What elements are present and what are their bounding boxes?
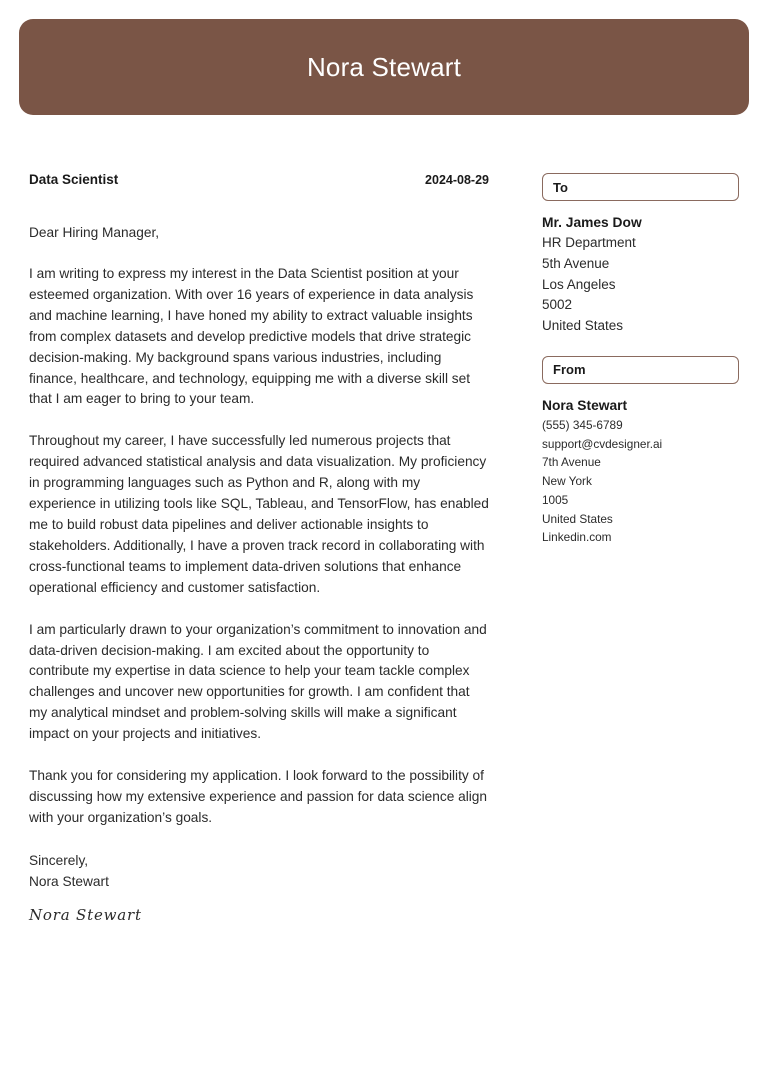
paragraph-1: I am writing to express my interest in the Data Scientist position at your esteemed organization. With over 16 years of experience in data analysis and machine learning, I have honed my ability to extract valuable insights from complex datasets and develop predictive models that drive strategic decision-making. My background spans various industries, including finance, healthcare, and technology, equipping me with a diverse skill set that I am eager to bring to your team. [29,266,474,407]
sender-phone: (555) 345-6789 [542,417,623,432]
sender-street: 7th Avenue [542,455,601,470]
sender-name: Nora Stewart [542,397,628,413]
to-label: To [553,179,568,195]
header-banner [19,19,749,115]
closing-name: Nora Stewart [29,873,109,889]
letter-body [29,172,489,924]
sender-zip: 1005 [542,492,569,507]
closing-block [29,850,489,892]
sender-linkedin: Linkedin.com [542,530,612,545]
from-label-box [542,356,739,384]
paragraph-3: I am particularly drawn to your organization’s commitment to innovation and data-driven decision-making. I am excited about the opportunity to contribute my expertise in data science to help your team tackle complex challenges and uncover new opportunities for growth. I am confident that my analytical mindset and problem-solving skills will make a significant impact on your projects and initiatives. [29,621,487,742]
recipient-zip: 5002 [542,297,573,313]
recipient-name: Mr. James Dow [542,215,642,230]
address-sidebar [542,173,739,547]
recipient-department: HR Department [542,235,636,250]
recipient-city: Los Angeles [542,276,616,292]
recipient-country: United States [542,318,624,334]
letter-date: 2024-08-29 [425,173,489,187]
to-label-box [542,173,739,201]
closing-phrase: Sincerely, [29,852,89,868]
signature: Nora Stewart [29,905,142,924]
sender-city: New York [542,474,592,489]
from-label: From [553,362,586,378]
sender-email: support@cvdesigner.ai [542,436,663,451]
header-name: Nora Stewart [306,51,462,82]
recipient-street: 5th Avenue [542,255,610,271]
letter-meta [29,172,489,194]
salutation: Dear Hiring Manager, [29,225,160,240]
paragraph-4: Thank you for considering my application. I look forward to the possibility of discussing how my extensive experience and passion for data science align with your organization’s goals. [29,768,488,825]
sender-country: United States [542,511,613,526]
job-title: Data Scientist [29,172,119,187]
paragraph-2: Throughout my career, I have successfully led numerous projects that required advanced statistical analysis and data visualization. My proficiency in programming languages such as Python and R, along with my experience in utilizing tools like SQL, Tableau, and TensorFlow, has enabled me to build robust data pipelines and deliver actionable insights to stakeholders. Additionally, I have a proven track record in collaborating with cross-functional teams to implement data-driven solutions that enhance operational efficiency and customer satisfaction. [29,433,489,595]
